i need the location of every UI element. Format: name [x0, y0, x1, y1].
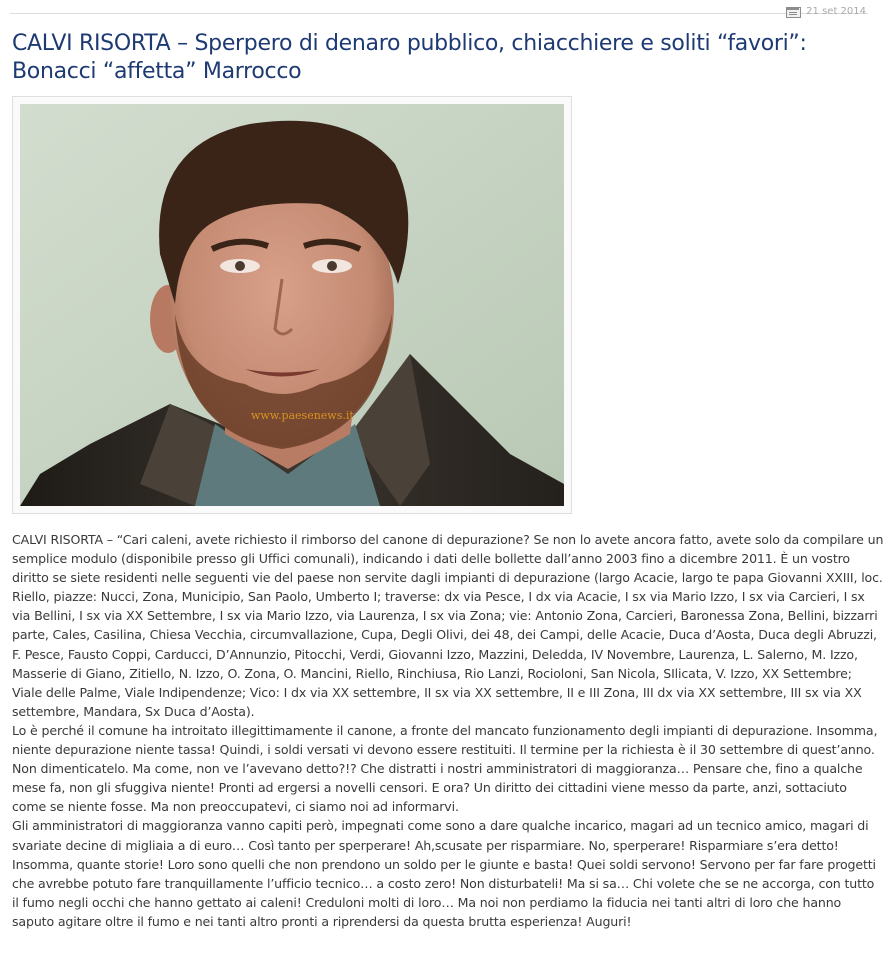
- paragraph-3: Gli amministratori di maggioranza vanno capiti però, impegnati come sono a dare qualche incarico, magari ad un tecnico amico, magari di svariate decine di migliaia a di euro… Così tanto per sperperare! Ah,scusate per risparmiare. No, sperperare! Risparmiare s’era detto! Insomma, quante storie! Loro sono quelli che non prendono un soldo per le giunte e basta! Quei soldi servono! Servono per far fare progetti che avrebbe potuto fare tranquillamente l’ufficio tecnico… a costo zero! Non disturbateli! Ma si sa… Chi volete che se ne accorga, con tutto il fumo negli occhi che hanno gettato ai caleni! Creduloni molti di loro… Ma noi non perdiamo la fiducia nei tanti altri di loro che hanno saputo agitare oltre il fumo e nei tanti altro pronti a riprendersi da questa brutta esperienza! Auguri!: [12, 818, 876, 929]
- article-date: [786, 6, 866, 17]
- paragraph-1: CALVI RISORTA – “Cari caleni, avete richiesto il rimborso del canone di depurazione? Se non lo avete ancora fatto, avete solo da compilare un semplice modulo (disponibile presso gli Uffici comunali), indicando i dati delle bollette dall’anno 2003 fino a dicembre 2011. È un vostro diritto se siete residenti nelle seguenti vie del paese non servite dagli impianti di depurazione (largo Acacie, largo te papa Giovanni XXIII, loc. Riello, piazze: Nucci, Zona, Municipio, San Paolo, Umberto I; traverse: dx via Pesce, I dx via Acacie, I sx via Mario Izzo, I sx via Carcieri, I sx via Bellini, I sx via XX Settembre, I sx via Mario Izzo, via Laurenza, I sx via Zona; vie: Antonio Zona, Carcieri, Baronessa Zona, Bellini, bizzarri parte, Cales, Casilina, Chiesa Vecchia, circumvallazione, Cupa, Degli Olivi, dei 48, dei Campi, delle Acacie, Duca d’Aosta, Duca degli Abruzzi, F. Pesce, Fausto Coppi, Carducci, D’Annunzio, Pitocchi, Verdi, Giovanni Izzo, Mazzini, Deledda, IV Novembre, Laurenza, L. Salerno, M. Izzo, Masserie di Giano, Zitiello, N. Izzo, O. Zona, O. Mancini, Riello, Rinchiusa, Rio Lanzi, Rocioloni, San Nicola, SIlicata, V. Izzo, XX Settembre; Viale delle Palme, Viale Indipendenze; Vico: I dx via XX settembre, II sx via XX settembre, II e III Zona, III dx via XX settembre, III sx via XX settembre, Mandara, Sx Duca d’Aosta).: [12, 532, 884, 719]
- article-body: [12, 530, 884, 931]
- article-image-frame: [12, 96, 572, 514]
- article-title[interactable]: CALVI RISORTA – Sperpero di denaro pubblico, chiacchiere e soliti “favori”: Bonacci “affetta” Marrocco: [12, 31, 807, 84]
- top-divider: [10, 13, 868, 14]
- portrait-photo: [20, 104, 564, 506]
- calendar-icon: [786, 7, 801, 17]
- paragraph-2: Lo è perché il comune ha introitato illegittimamente il canone, a fronte del mancato funzionamento degli impianti di depurazione. Insomma, niente depurazione niente tassa! Quindi, i soldi versati vi devono essere restituiti. Il termine per la richiesta è il 30 settembre di quest’anno. Non dimenticatelo. Ma come, non ve l’avevano detto?!? Che distratti i nostri amministratori di maggioranza… Pensare che, fino a qualche mese fa, non gli sfuggiva niente! Pronti ad ergersi a novelli censori. E ora? Un diritto dei cittadini viene messo da parte, anzi, sottaciuto come se niente fosse. Ma non preoccupatevi, ci siamo noi ad informarvi.: [12, 722, 878, 815]
- photo-watermark: www.paesenews.it: [251, 409, 354, 422]
- date-text: 21 set 2014: [806, 6, 866, 17]
